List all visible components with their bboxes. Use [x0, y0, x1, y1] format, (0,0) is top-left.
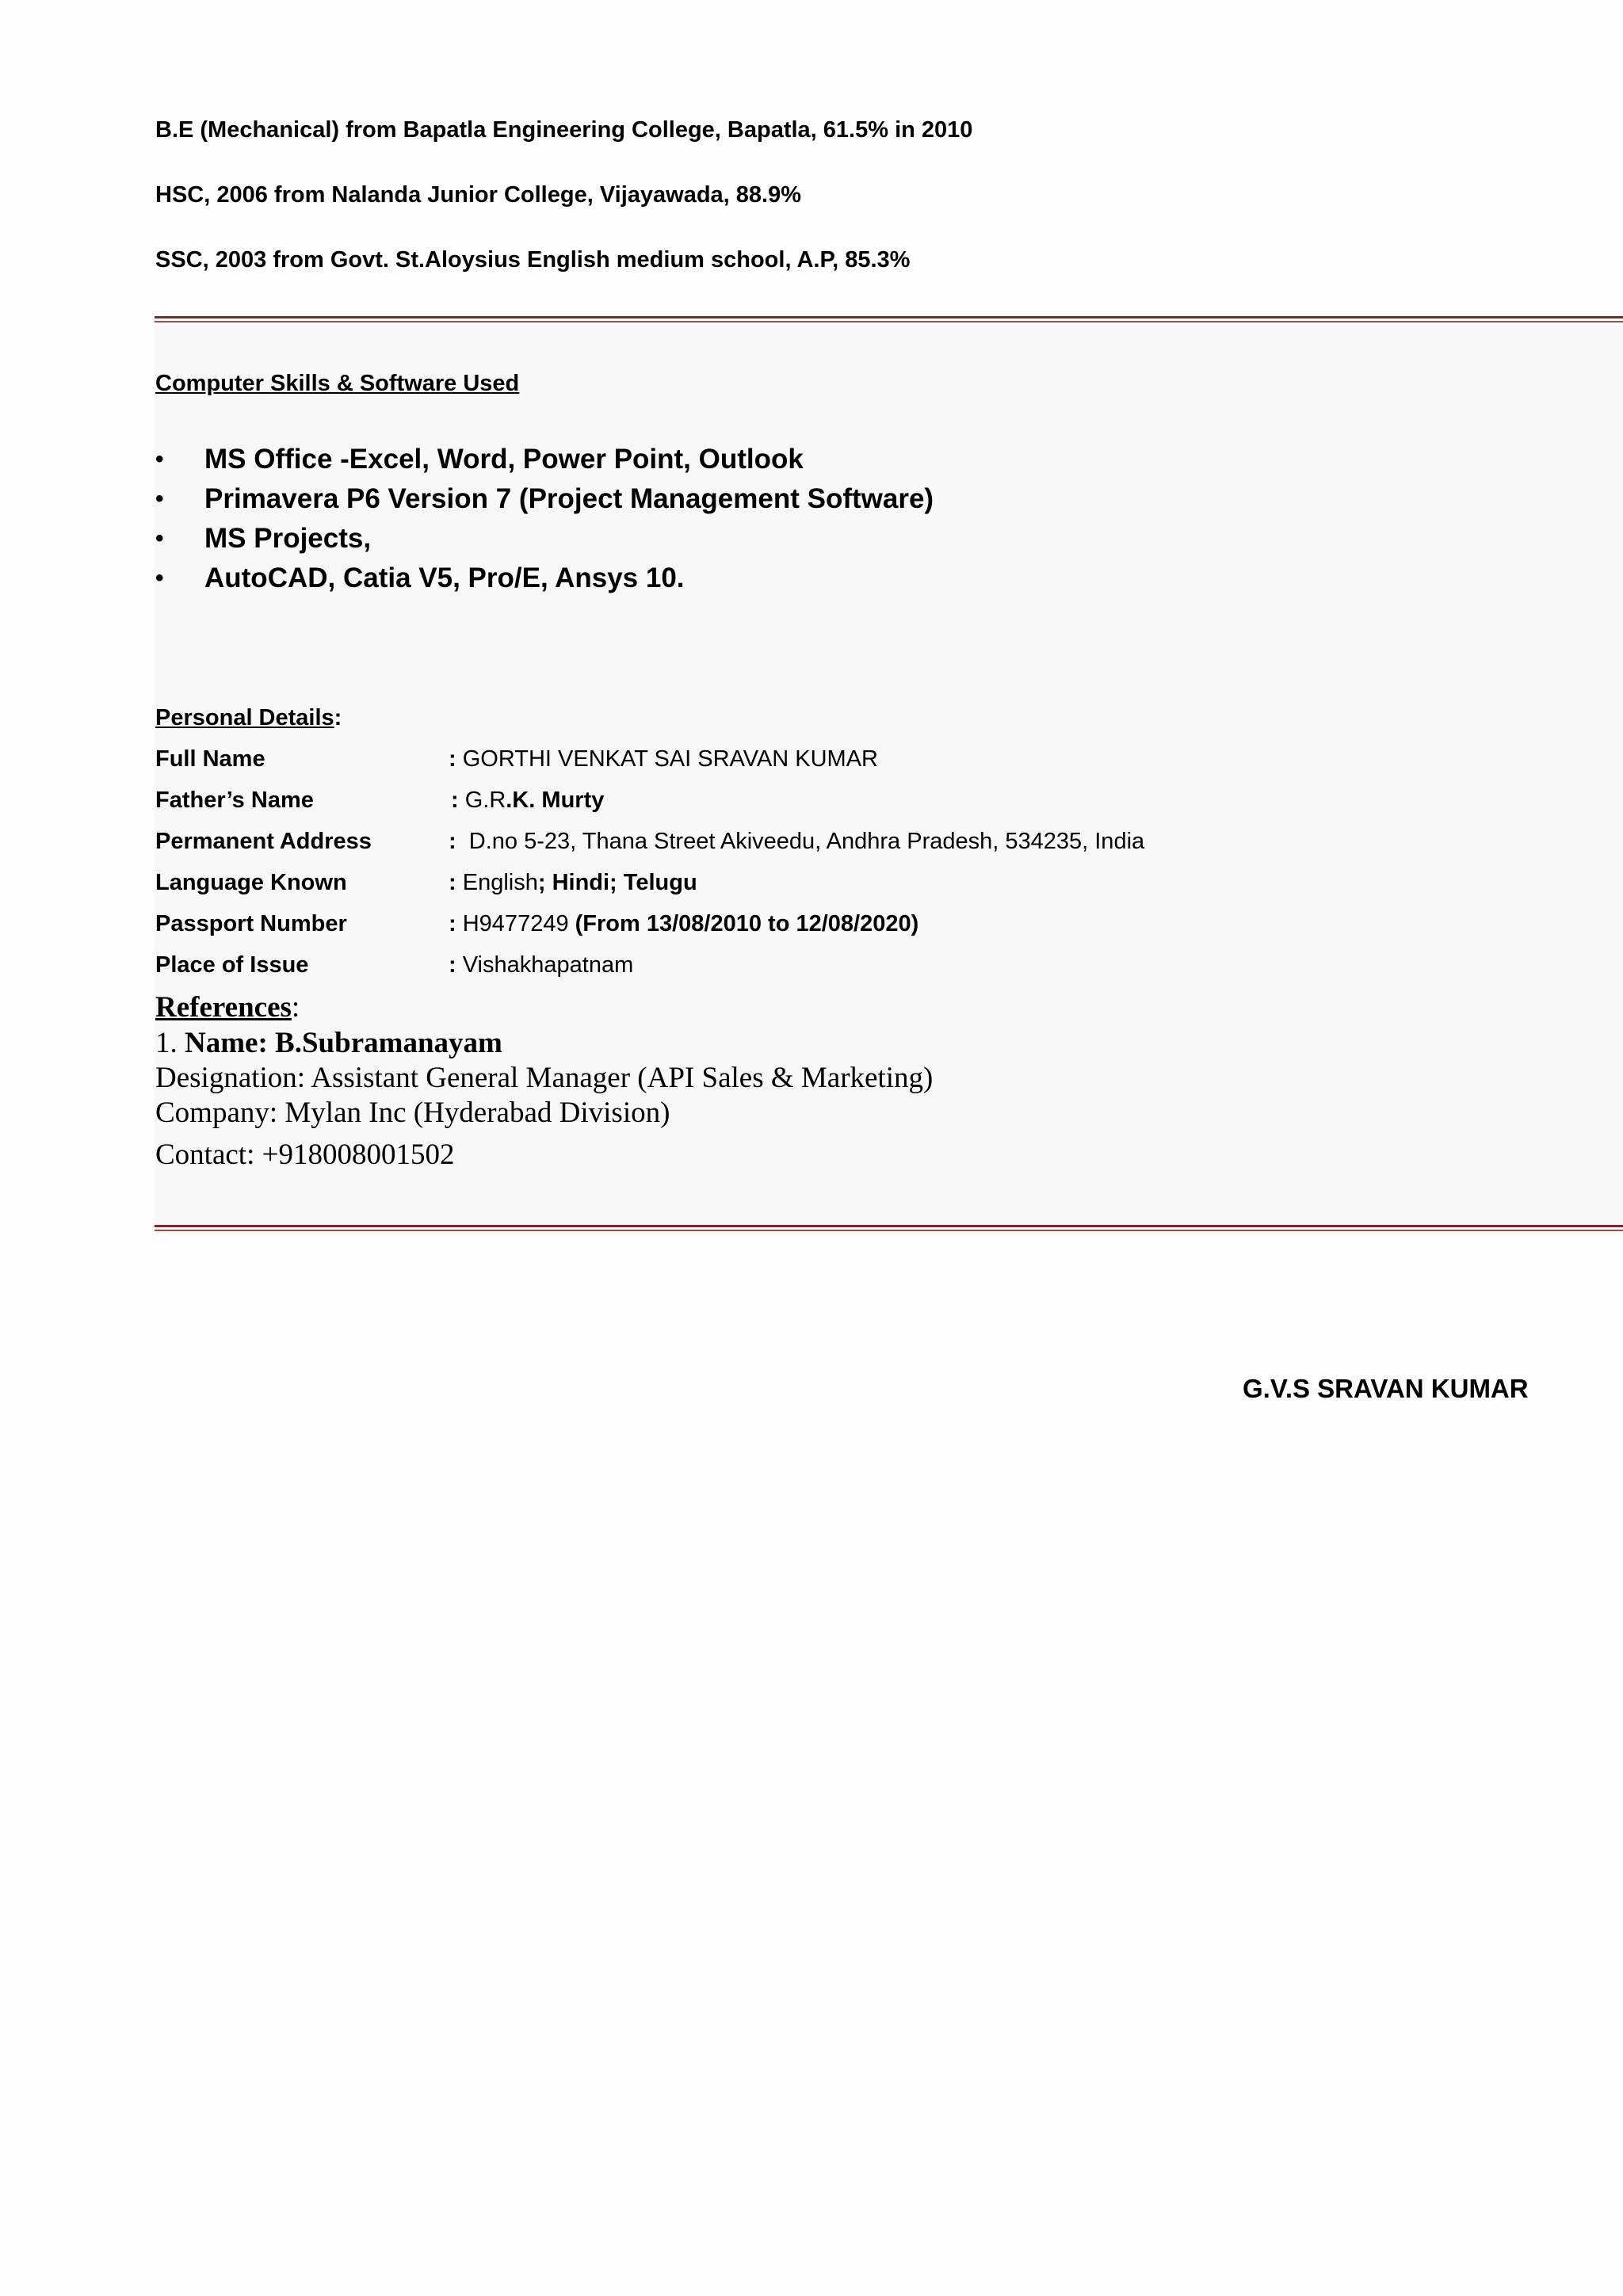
skill-item: • AutoCAD, Catia V5, Pro/E, Ansys 10. [155, 559, 934, 598]
detail-value: : D.no 5-23, Thana Street Akiveedu, Andhra Pradesh, 534235, India [449, 829, 1145, 854]
detail-value: : H9477249 (From 13/08/2010 to 12/08/2020) [449, 911, 919, 936]
personal-details-heading: Personal Details: [155, 705, 342, 730]
education-be: B.E (Mechanical) from Bapatla Engineering College, Bapatla, 61.5% in 2010 [155, 117, 973, 143]
detail-value: : Vishakhapatnam [449, 952, 634, 978]
detail-label: Passport Number [155, 911, 347, 936]
detail-label: Language Known [155, 870, 347, 895]
education-ssc: SSC, 2003 from Govt. St.Aloysius English medium school, A.P, 85.3% [155, 247, 911, 273]
reference-name: 1. Name: B.Subramanayam [155, 1027, 502, 1059]
bullet-icon: • [155, 486, 164, 512]
detail-label: Permanent Address [155, 829, 372, 854]
reference-company: Company: Mylan Inc (Hyderabad Division) [155, 1097, 670, 1129]
detail-label: Place of Issue [155, 952, 309, 978]
skill-item: • MS Projects, [155, 519, 934, 559]
detail-label: Father’s Name [155, 788, 314, 813]
reference-designation: Designation: Assistant General Manager (API Sales & Marketing) [155, 1062, 934, 1094]
skills-heading: Computer Skills & Software Used [155, 371, 520, 396]
signature-name: G.V.S SRAVAN KUMAR [1243, 1374, 1529, 1403]
skills-list [155, 440, 934, 598]
section-divider-top [155, 316, 1623, 322]
education-hsc: HSC, 2006 from Nalanda Junior College, Vijayawada, 88.9% [155, 182, 802, 208]
skill-item: • Primavera P6 Version 7 (Project Management Software) [155, 479, 934, 519]
bullet-icon: • [155, 565, 164, 591]
detail-value: : GORTHI VENKAT SAI SRAVAN KUMAR [449, 746, 878, 772]
section-divider-bottom [155, 1225, 1623, 1231]
skill-item: • MS Office -Excel, Word, Power Point, Outlook [155, 440, 934, 479]
bullet-icon: • [155, 525, 164, 551]
detail-value: : English; Hindi; Telugu [449, 870, 697, 895]
reference-contact: Contact: +918008001502 [155, 1138, 455, 1171]
detail-label: Full Name [155, 746, 265, 772]
bullet-icon: • [155, 446, 164, 472]
detail-value: : G.R.K. Murty [451, 788, 605, 813]
references-heading: References: [155, 991, 300, 1024]
